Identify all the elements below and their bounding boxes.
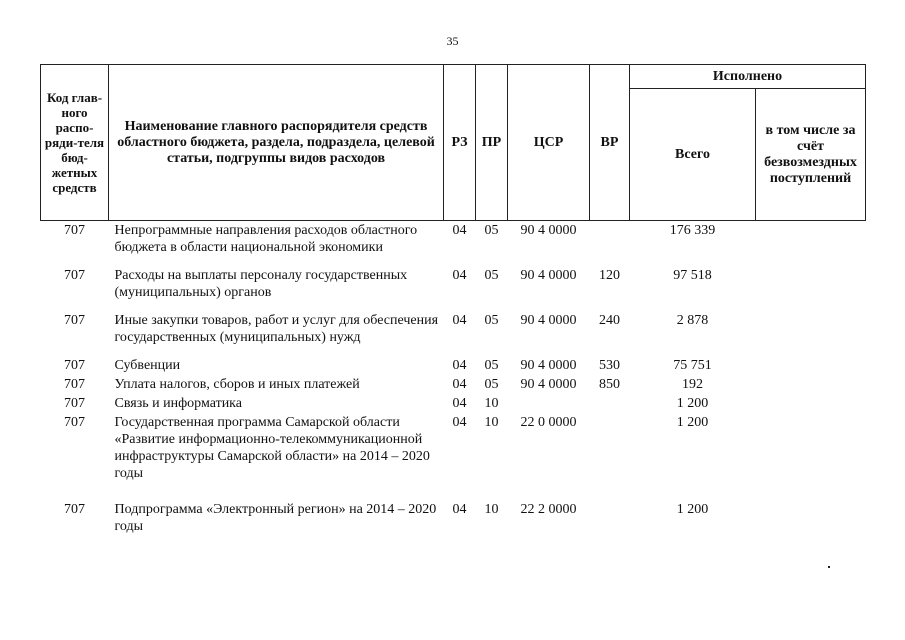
cell-pr: 05 (484, 268, 499, 283)
cell-code: 707 (64, 223, 85, 238)
cell-csr (508, 394, 590, 413)
cell-name: Иные закупки товаров, работ и услуг для обеспечения государственных (муниципальных) нужд (114, 313, 439, 345)
header-executed: Исполнено (630, 65, 866, 89)
cell-total: 1 200 (676, 415, 709, 430)
cell-vr (590, 221, 630, 267)
cell-pr: 05 (484, 223, 499, 238)
cell-csr: 90 4 0000 (520, 268, 577, 283)
cell-pr: 05 (484, 358, 499, 373)
cell-code: 707 (64, 396, 85, 411)
cell-pr: 10 (484, 502, 499, 517)
cell-name: Расходы на выплаты персоналу государственных (муниципальных) органов (114, 268, 408, 300)
cell-rz: 04 (452, 502, 467, 517)
cell-total: 75 751 (673, 358, 712, 373)
cell-total: 1 200 (676, 396, 709, 411)
cell-pr: 05 (484, 377, 499, 392)
cell-name: Непрограммные направления расходов областного бюджета в области национальной экономики (114, 223, 418, 255)
header-total: Всего (630, 89, 756, 221)
cell-free (756, 394, 866, 413)
cell-code: 707 (64, 313, 85, 328)
cell-pr: 10 (484, 396, 499, 411)
page-number: 35 (446, 34, 459, 48)
cell-rz: 04 (452, 396, 467, 411)
header-name: Наименование главного распорядителя средств областного бюджета, раздела, подраздела, целевой статьи, подгруппы видов расходов (109, 65, 444, 221)
header-free: в том числе за счёт безвозмездных поступлений (756, 89, 866, 221)
table-row (41, 356, 866, 375)
table-body (41, 221, 866, 537)
cell-free (756, 375, 866, 394)
cell-csr: 22 2 0000 (520, 502, 577, 517)
cell-total: 192 (682, 377, 703, 392)
cell-free (756, 413, 866, 500)
cell-vr (590, 394, 630, 413)
table-row (41, 413, 866, 500)
header-pr: ПР (476, 65, 508, 221)
cell-free (756, 356, 866, 375)
cell-rz: 04 (452, 223, 467, 238)
cell-pr: 10 (484, 415, 499, 430)
cell-name: Субвенции (114, 358, 181, 373)
budget-table (40, 64, 866, 536)
cell-total: 2 878 (676, 313, 709, 328)
cell-vr: 850 (599, 377, 620, 392)
cell-rz: 04 (452, 415, 467, 430)
cell-rz: 04 (452, 268, 467, 283)
cell-csr: 22 0 0000 (520, 415, 577, 430)
cell-code: 707 (64, 502, 85, 517)
table-row (41, 266, 866, 311)
scan-speck (828, 566, 830, 568)
table-row (41, 500, 866, 536)
cell-total: 176 339 (669, 223, 716, 238)
cell-free (756, 266, 866, 311)
cell-free (756, 221, 866, 267)
cell-vr: 120 (599, 268, 620, 283)
cell-name: Подпрограмма «Электронный регион» на 2014 – 2020 годы (114, 502, 437, 534)
table-row (41, 311, 866, 356)
cell-csr: 90 4 0000 (520, 313, 577, 328)
cell-csr: 90 4 0000 (520, 223, 577, 238)
header-csr: ЦСР (508, 65, 590, 221)
cell-rz: 04 (452, 377, 467, 392)
header-code: Код глав-ного распо-ряди-теля бюд-жетных средств (41, 65, 109, 221)
cell-code: 707 (64, 268, 85, 283)
cell-name: Связь и информатика (114, 396, 242, 411)
cell-csr: 90 4 0000 (520, 377, 577, 392)
cell-name: Государственная программа Самарской области «Развитие информационно-телекоммуникационной инфраструктуры Самарской области» на 2014 – 2020 годы (114, 415, 430, 481)
cell-pr: 05 (484, 313, 499, 328)
table-header (41, 65, 866, 221)
table-row (41, 375, 866, 394)
cell-free (756, 500, 866, 536)
cell-total: 1 200 (676, 502, 709, 517)
cell-csr: 90 4 0000 (520, 358, 577, 373)
cell-total: 97 518 (673, 268, 712, 283)
header-vr: ВР (590, 65, 630, 221)
cell-code: 707 (64, 377, 85, 392)
cell-vr (590, 413, 630, 500)
cell-code: 707 (64, 415, 85, 430)
cell-code: 707 (64, 358, 85, 373)
header-rz: РЗ (444, 65, 476, 221)
cell-vr: 530 (599, 358, 620, 373)
table-row (41, 221, 866, 267)
table-row (41, 394, 866, 413)
cell-vr: 240 (599, 313, 620, 328)
cell-rz: 04 (452, 313, 467, 328)
cell-free (756, 311, 866, 356)
cell-vr (590, 500, 630, 536)
cell-rz: 04 (452, 358, 467, 373)
cell-name: Уплата налогов, сборов и иных платежей (114, 377, 360, 392)
